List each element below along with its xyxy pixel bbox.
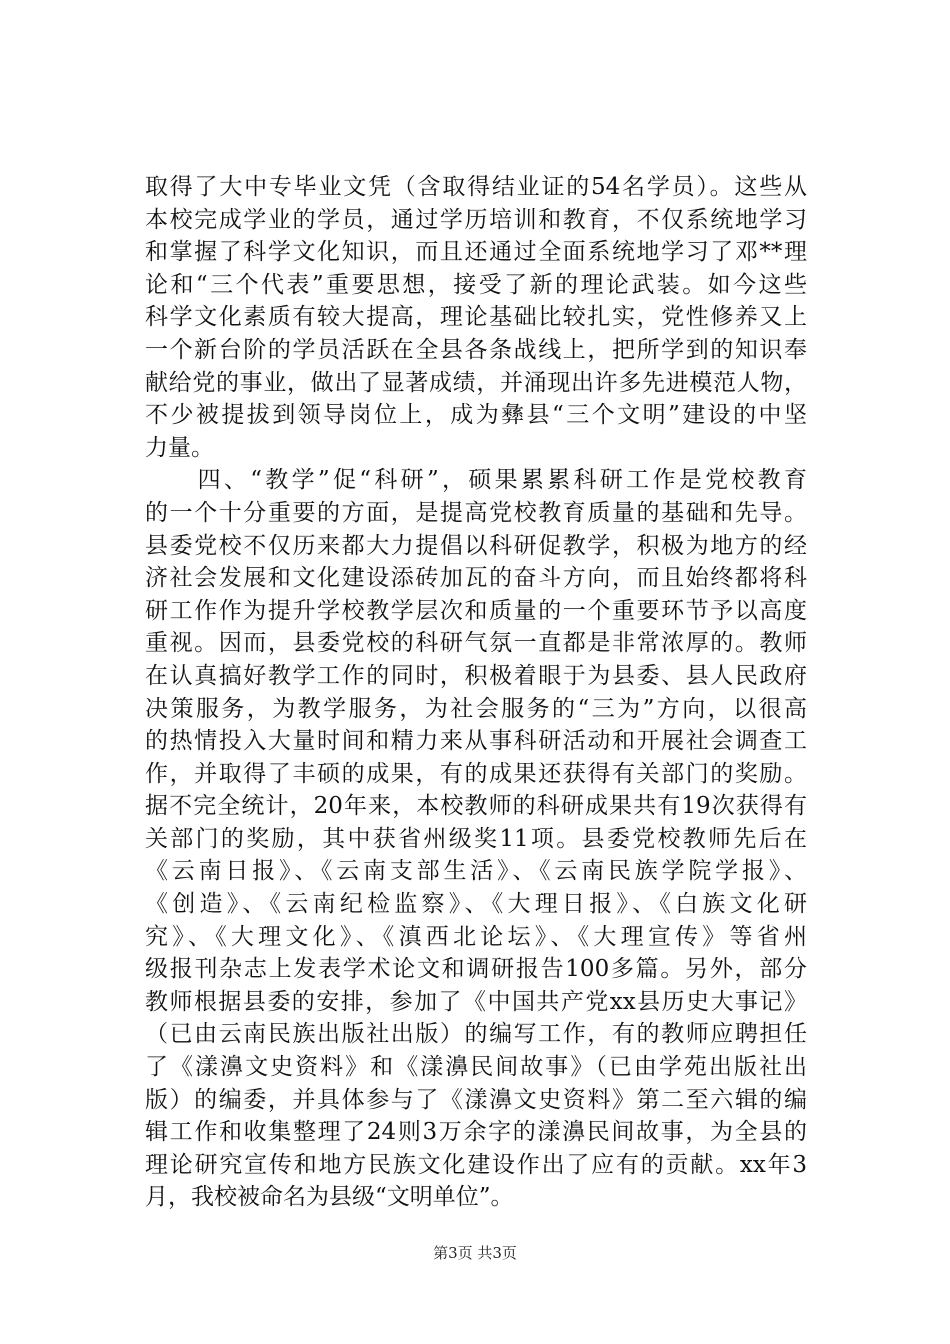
body-text-line: 县委党校不仅历来都大力提倡以科研促教学，积极为地方的经 bbox=[145, 532, 807, 559]
body-text-line: 关部门的奖励，其中获省州级奖11项。县委党校教师先后在 bbox=[145, 825, 807, 852]
body-text-line: 科学文化素质有较大提高，理论基础比较扎实，党性修养又上 bbox=[145, 304, 807, 331]
body-text-line: 决策服务，为教学服务，为社会服务的“三为”方向，以很高 bbox=[145, 695, 807, 722]
body-text-line: 教师根据县委的安排，参加了《中国共产党xx县历史大事记》 bbox=[145, 988, 807, 1015]
body-text-line: 据不完全统计，20年来，本校教师的科研成果共有19次获得有 bbox=[145, 793, 807, 820]
body-text-line: 献给党的事业，做出了显著成绩，并涌现出许多先进模范人物， bbox=[145, 369, 807, 396]
body-text-line: 济社会发展和文化建设添砖加瓦的奋斗方向，而且始终都将科 bbox=[145, 565, 807, 592]
body-text-line: 的热情投入大量时间和精力来从事科研活动和开展社会调查工 bbox=[145, 728, 807, 755]
body-text-line: 研工作作为提升学校教学层次和质量的一个重要环节予以高度 bbox=[145, 597, 807, 624]
body-text-line: 《创造》、《云南纪检监察》、《大理日报》、《白族文化研 bbox=[145, 891, 807, 918]
body-text-line: 一个新台阶的学员活跃在全县各条战线上，把所学到的知识奉 bbox=[145, 336, 807, 363]
body-text-line: 四、“教学”促“科研”，硕果累累科研工作是党校教育 bbox=[145, 467, 807, 494]
body-text-line: 作，并取得了丰硕的成果，有的成果还获得有关部门的奖励。 bbox=[145, 760, 807, 787]
body-text-line: 理论研究宣传和地方民族文化建设作出了应有的贡献。xx年3 bbox=[145, 1151, 807, 1178]
document-body bbox=[145, 171, 807, 1214]
body-text-line: 究》、《大理文化》、《滇西北论坛》、《大理宣传》等省州 bbox=[145, 923, 807, 950]
body-text-line: 力量。 bbox=[145, 434, 214, 461]
body-text-line: 版）的编委，并具体参与了《漾濞文史资料》第二至六辑的编 bbox=[145, 1086, 807, 1113]
body-text-line: 了《漾濞文史资料》和《漾濞民间故事》（已由学苑出版社出 bbox=[145, 1054, 807, 1081]
body-text-line: 论和“三个代表”重要思想，接受了新的理论武装。如今这些 bbox=[145, 271, 807, 298]
body-text-line: 辑工作和收集整理了24则3万余字的漾濞民间故事，为全县的 bbox=[145, 1119, 807, 1146]
body-text-line: 取得了大中专毕业文凭（含取得结业证的54名学员）。这些从 bbox=[145, 174, 807, 200]
body-text-line: 重视。因而，县委党校的科研气氛一直都是非常浓厚的。教师 bbox=[145, 630, 807, 657]
body-text-line: 《云南日报》、《云南支部生活》、《云南民族学院学报》、 bbox=[145, 858, 807, 885]
body-text-line: 级报刊杂志上发表学术论文和调研报告100多篇。另外，部分 bbox=[145, 956, 807, 983]
body-text-line: 在认真搞好教学工作的同时，积极着眼于为县委、县人民政府 bbox=[145, 662, 807, 689]
body-text-line: 不少被提拔到领导岗位上，成为彝县“三个文明”建设的中坚 bbox=[145, 402, 807, 429]
body-text-line: （已由云南民族出版社出版）的编写工作，有的教师应聘担任 bbox=[145, 1021, 807, 1048]
body-text-line: 本校完成学业的学员，通过学历培训和教育，不仅系统地学习 bbox=[145, 206, 807, 233]
body-text-line: 月，我校被命名为县级“文明单位”。 bbox=[145, 1184, 514, 1211]
body-text-line: 的一个十分重要的方面，是提高党校教育质量的基础和先导。 bbox=[145, 499, 807, 526]
page-footer: 第3页 共3页 bbox=[433, 1244, 517, 1262]
body-text-line: 和掌握了科学文化知识，而且还通过全面系统地学习了邓**理 bbox=[145, 239, 807, 266]
